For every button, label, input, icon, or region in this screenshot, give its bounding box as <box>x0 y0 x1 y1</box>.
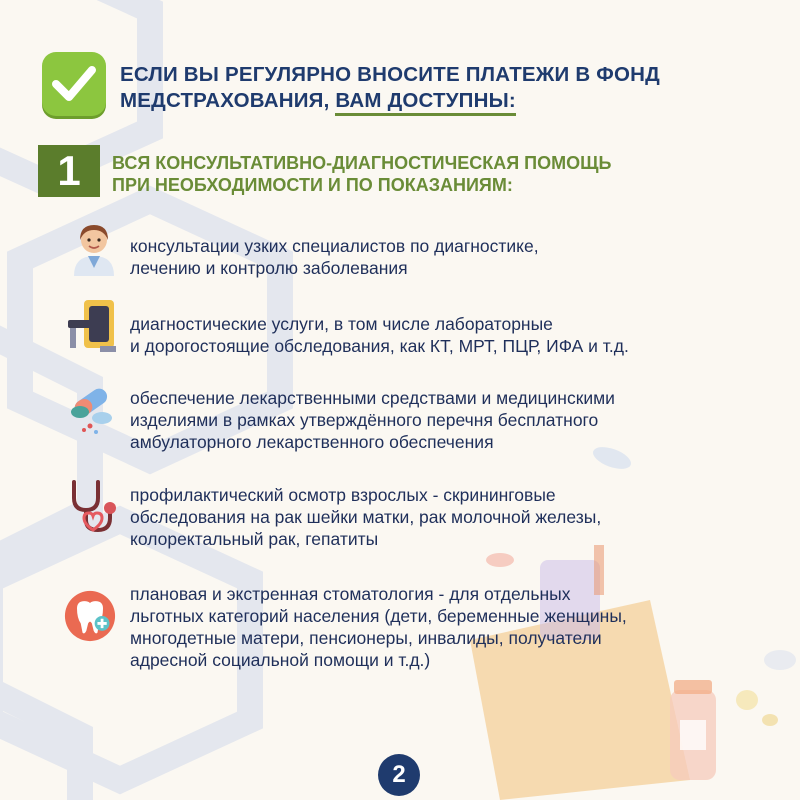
list-item <box>130 583 770 671</box>
item-line: профилактический осмотр взрослых - скрининговые <box>130 485 556 505</box>
section-title-line-1: ВСЯ КОНСУЛЬТАТИВНО-ДИАГНОСТИЧЕСКАЯ ПОМОЩЬ <box>112 153 612 173</box>
section-title-line-2: ПРИ НЕОБХОДИМОСТИ И ПО ПОКАЗАНИЯМ: <box>112 175 513 195</box>
pills-icon <box>66 380 118 436</box>
list-item <box>130 387 770 453</box>
heading-line-2: МЕДСТРАХОВАНИЯ, <box>120 89 330 112</box>
item-line: и дорогостоящие обследования, как КТ, МРТ, ПЦР, ИФА и т.д. <box>130 336 629 356</box>
heading-highlight: ВАМ ДОСТУПНЫ: <box>335 89 516 116</box>
heading-line-1: ЕСЛИ ВЫ РЕГУЛЯРНО ВНОСИТЕ ПЛАТЕЖИ В ФОНД <box>120 63 660 86</box>
item-line: обеспечение лекарственными средствами и медицинскими <box>130 388 615 408</box>
section-title <box>112 152 732 196</box>
stethoscope-heart-icon <box>66 478 118 534</box>
tooth-icon <box>64 588 116 644</box>
doctor-icon <box>68 220 120 276</box>
item-line: консультации узких специалистов по диагностике, <box>130 236 539 256</box>
item-line: колоректальный рак, гепатиты <box>130 529 379 549</box>
page-heading <box>120 62 740 114</box>
item-line: обследования на рак шейки матки, рак молочной железы, <box>130 507 602 527</box>
item-line: амбулаторного лекарственного обеспечения <box>130 432 494 452</box>
item-line: изделиями в рамках утверждённого перечня бесплатного <box>130 410 599 430</box>
item-line: диагностические услуги, в том числе лабораторные <box>130 314 553 334</box>
item-line: льготных категорий населения (дети, беременные женщины, <box>130 606 627 626</box>
checkmark-badge-icon <box>42 52 106 116</box>
item-line: многодетные матери, пенсионеры, инвалиды, получатели <box>130 628 602 648</box>
list-item <box>130 484 770 550</box>
page-number: 2 <box>378 754 420 796</box>
item-line: плановая и экстренная стоматология - для отдельных <box>130 584 571 604</box>
item-line: лечению и контролю заболевания <box>130 258 408 278</box>
list-item <box>130 313 770 357</box>
mri-scanner-icon <box>66 298 118 354</box>
section-number: 1 <box>38 145 100 197</box>
list-item <box>130 235 770 279</box>
item-line: адресной социальной помощи и т.д.) <box>130 650 431 670</box>
